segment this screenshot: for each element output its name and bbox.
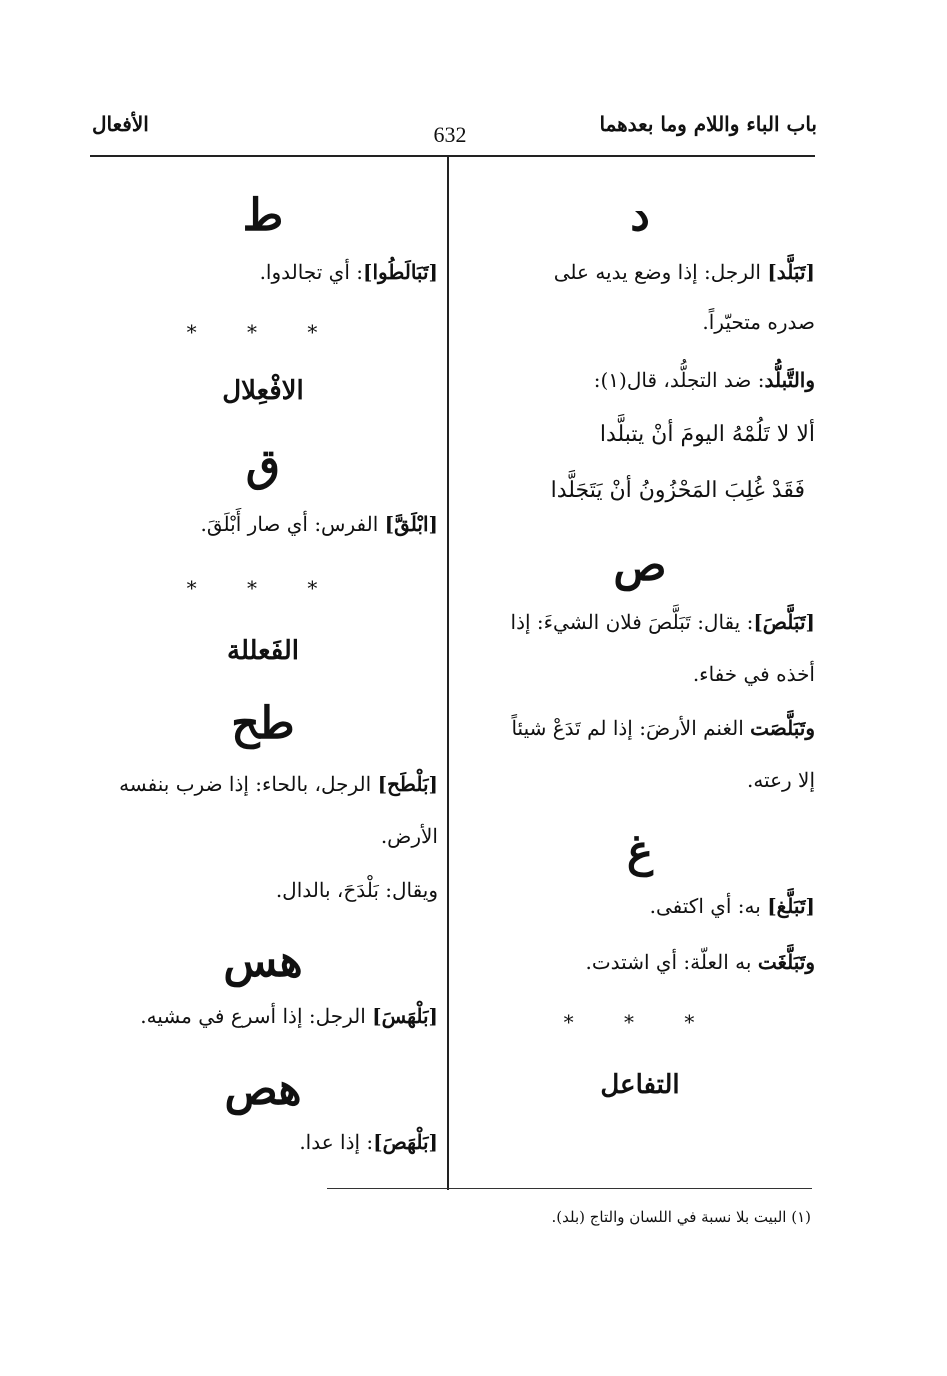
entry-text: به العلّة: أي اشتدت.: [585, 950, 752, 974]
entry-line: [201, 512, 438, 536]
entry-line: [299, 1130, 438, 1154]
entry-head: والتَّبلُّد: [764, 368, 815, 392]
letter-heading-q: ق: [245, 440, 281, 491]
entry-text: الفرس: أي صار أَبْلَقَ.: [200, 512, 379, 536]
letter-heading-s: ص: [613, 540, 667, 591]
letter-heading-hs: هس: [223, 936, 303, 987]
entry-line: إلا رعته.: [746, 768, 815, 792]
footnote: (١) البيت بلا نسبة في اللسان والتاج (بلد).: [551, 1208, 811, 1226]
header-rule: [90, 155, 815, 157]
entry-text: الغنم الأرضَ: إذا لم تَدَعْ شيئاً: [511, 716, 744, 740]
section-divider: * * *: [563, 1010, 717, 1034]
footnote-rule: [327, 1188, 812, 1189]
entry-text: به: أي اكتفى.: [649, 894, 761, 918]
entry-text: : أي تجالدوا.: [259, 260, 363, 284]
entry-head: [تَبَالَطُوا]: [362, 260, 438, 284]
section-heading: التفاعل: [600, 1070, 680, 1100]
entry-text: الرجل: إذا وضع يديه على: [553, 260, 761, 284]
entry-head: [تَبَلَّغ]: [767, 894, 815, 918]
entry-line: أخذه في خفاء.: [692, 662, 815, 686]
entry-line: [554, 260, 815, 284]
page-number: 632: [433, 122, 467, 147]
letter-heading-gh: غ: [626, 826, 654, 877]
entry-head: [بَلْهَصَ]: [373, 1130, 438, 1154]
entry-head: وتَبَلَّصَت: [750, 716, 815, 740]
section-divider: * * *: [186, 576, 340, 600]
entry-line: [650, 894, 815, 918]
entry-line: [511, 610, 815, 634]
letter-heading-hs2: هص: [224, 1064, 302, 1115]
verse-line: ألا لا تَلُمْهُ اليومَ أنْ يتبلَّدا: [599, 422, 815, 447]
entry-line: [585, 950, 815, 974]
letter-heading-d: د: [630, 190, 650, 241]
entry-head: وتَبَلَّغَت: [757, 950, 815, 974]
entry-line: [511, 716, 815, 740]
entry-text: الرجل: إذا أسرع في مشيه.: [140, 1004, 366, 1028]
entry-line: [594, 368, 815, 392]
entry-head: [ابْلَقَّ]: [384, 512, 438, 536]
entry-line: ويقال: بَلْدَحَ، بالدال.: [275, 878, 438, 902]
letter-heading-t: ط: [242, 190, 284, 241]
entry-text: : ضد التجلُّد، قال(١):: [593, 368, 765, 392]
column-separator: [447, 157, 449, 1190]
letter-heading-tah: طح: [231, 698, 295, 749]
verse-line: فَقَدْ غُلِبَ المَحْزُونُ أنْ يَتَجَلَّدا: [550, 478, 805, 503]
entry-line: [702, 310, 815, 334]
entry-line: [260, 260, 438, 284]
section-heading: الافْعِلال: [222, 376, 304, 406]
section-divider: * * *: [186, 320, 340, 344]
entry-head: [تَبَلَّصَ]: [753, 610, 815, 634]
entry-line: [140, 1004, 438, 1028]
entry-line: [119, 772, 438, 796]
entry-text: الرجل، بالحاء: إذا ضرب بنفسه: [119, 772, 372, 796]
entry-head: [بَلْهَسَ]: [372, 1004, 438, 1028]
entry-head: [بَلْطَح]: [377, 772, 438, 796]
entry-text: : إذا عدا.: [299, 1130, 374, 1154]
section-title: الأفعال: [92, 112, 149, 136]
section-heading: الفَعللة: [227, 636, 299, 666]
chapter-title: باب الباء واللام وما بعدهما: [599, 112, 817, 136]
entry-line: الأرض.: [380, 824, 438, 848]
entry-head: [تَبَلَّد]: [767, 260, 815, 284]
entry-text: صدره متحيّراً.: [702, 310, 815, 334]
entry-text: : يقال: تَبَلَّصَ فلان الشيءَ: إذا: [510, 610, 754, 634]
